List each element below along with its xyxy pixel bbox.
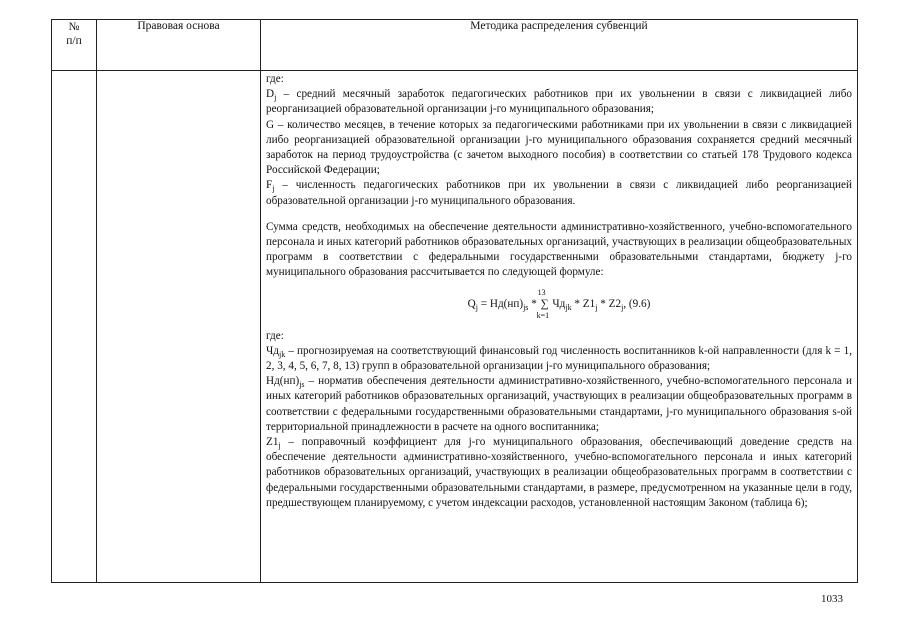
definition-g: G – количество месяцев, в течение которых за педагогическими работниками при их увольнении в связи с ликвидацией либо реорганизацией образовательной организации j-го муниципального образования сохраняется средний месячный заработок на период трудоустройства (с зачетом выходного пособия) в соответствии со статьей 178 Трудового кодекса Российской Федерации; — [266, 118, 852, 177]
definition-d — [266, 87, 852, 117]
header-number-sign: № — [68, 21, 80, 33]
subsidy-table — [51, 19, 858, 583]
nd-text: – норматив обеспечения деятельности административно-хозяйственного, учебно-вспомогательного персонала и иных категорий работников образовательных организаций, участвующих в реализации общеобразовательных программ в соответствии с федеральными государственными образовательными стандартами, j-го муниципального образования s-ой территориальной принадлежности в расчете на одного воспитанника; — [266, 375, 852, 433]
d-text: – средний месячный заработок педагогических работников при их увольнении в связи с ликвидацией либо реорганизацией образовательной организации j-го муниципального образования; — [266, 88, 852, 116]
header-methodology: Методика распределения субвенций — [261, 20, 858, 71]
formula-nd: = Нд(нп) — [477, 297, 524, 310]
formula-nd-sub: js — [523, 302, 529, 312]
d-symbol: D — [266, 88, 275, 101]
sum-upper: 13 — [537, 287, 546, 297]
sum-paragraph: Сумма средств, необходимых на обеспечение деятельности административно-хозяйственного, учебно-вспомогательного персонала и иных категорий работников образовательных организаций, участвующих в реализации общеобразовательных программ в соответствии с федеральными государственными образовательными стандартами, бюджету j-го муниципального образования рассчитывается по следующей формуле: — [266, 220, 852, 279]
definition-f — [266, 178, 852, 208]
ch-symbol: Чд — [266, 344, 279, 357]
definition-nd — [266, 374, 852, 435]
z1-subscript: j — [278, 441, 281, 451]
sum-lower: k=1 — [536, 310, 550, 320]
formula-q-sub: j — [475, 302, 478, 312]
formula-ch-sub: jk — [565, 302, 572, 312]
formula-9-6 — [266, 281, 852, 329]
formula-z1: * Z1 — [571, 297, 596, 310]
cell-legal-basis — [97, 71, 261, 583]
where-label-2: где: — [266, 329, 284, 342]
header-number — [52, 20, 97, 71]
formula-q: Q — [467, 297, 476, 310]
page-number: 1033 — [821, 593, 843, 605]
formula-ch: Чд — [549, 297, 566, 310]
header-number-sub: п/п — [66, 35, 82, 47]
f-text: – численность педагогических работников при их увольнении в связи с ликвидацией либо реорганизацией образовательной организации j-го муниципального образования. — [266, 179, 852, 207]
definition-z1 — [266, 435, 852, 511]
nd-symbol: Нд(нп) — [266, 375, 300, 388]
z1-text: – поправочный коэффициент для j-го муниципального образования, обеспечивающий доведение средств на обеспечение деятельности административно-хозяйственного, учебно-вспомогательного персонала и иных категорий работников образовательных организаций, участвующих в реализации общеобразовательных программ в соответствии с федеральными государственными образовательными стандартами, в размере, предусмотренном на указанные цели в году, предшествующем планируемому, с учетом индексации расходов, установленной настоящим Законом (таблица 6); — [266, 436, 852, 509]
formula-z1-sub: j — [595, 302, 598, 312]
d-subscript: j — [274, 93, 277, 103]
ch-subscript: jk — [278, 349, 286, 359]
formula-number: , (9.6) — [623, 297, 651, 310]
table-row — [52, 71, 858, 583]
sum-operator — [536, 287, 550, 320]
sum-sign: ∑ — [540, 297, 549, 310]
formula-z2-sub: j — [621, 302, 624, 312]
f-subscript: j — [272, 184, 275, 194]
f-symbol: F — [266, 179, 273, 192]
formula-z2: * Z2 — [597, 297, 622, 310]
header-legal-basis: Правовая основа — [97, 20, 261, 71]
cell-number — [52, 71, 97, 583]
ch-text: – прогнозируемая на соответствующий финансовый год численность воспитанников k-ой направленности (для k = 1, 2, 3, 4, 5, 6, 7, 8, 13) групп в образовательной организации j-го муниципального образования; — [266, 344, 852, 373]
table-header-row — [52, 20, 858, 71]
nd-subscript: js — [299, 380, 305, 390]
z1-symbol: Z1 — [266, 436, 279, 449]
definition-ch — [266, 344, 852, 374]
where-label: где: — [266, 73, 284, 85]
cell-methodology — [261, 71, 858, 583]
formula-star: * — [528, 297, 540, 310]
methodology-text — [261, 71, 857, 511]
